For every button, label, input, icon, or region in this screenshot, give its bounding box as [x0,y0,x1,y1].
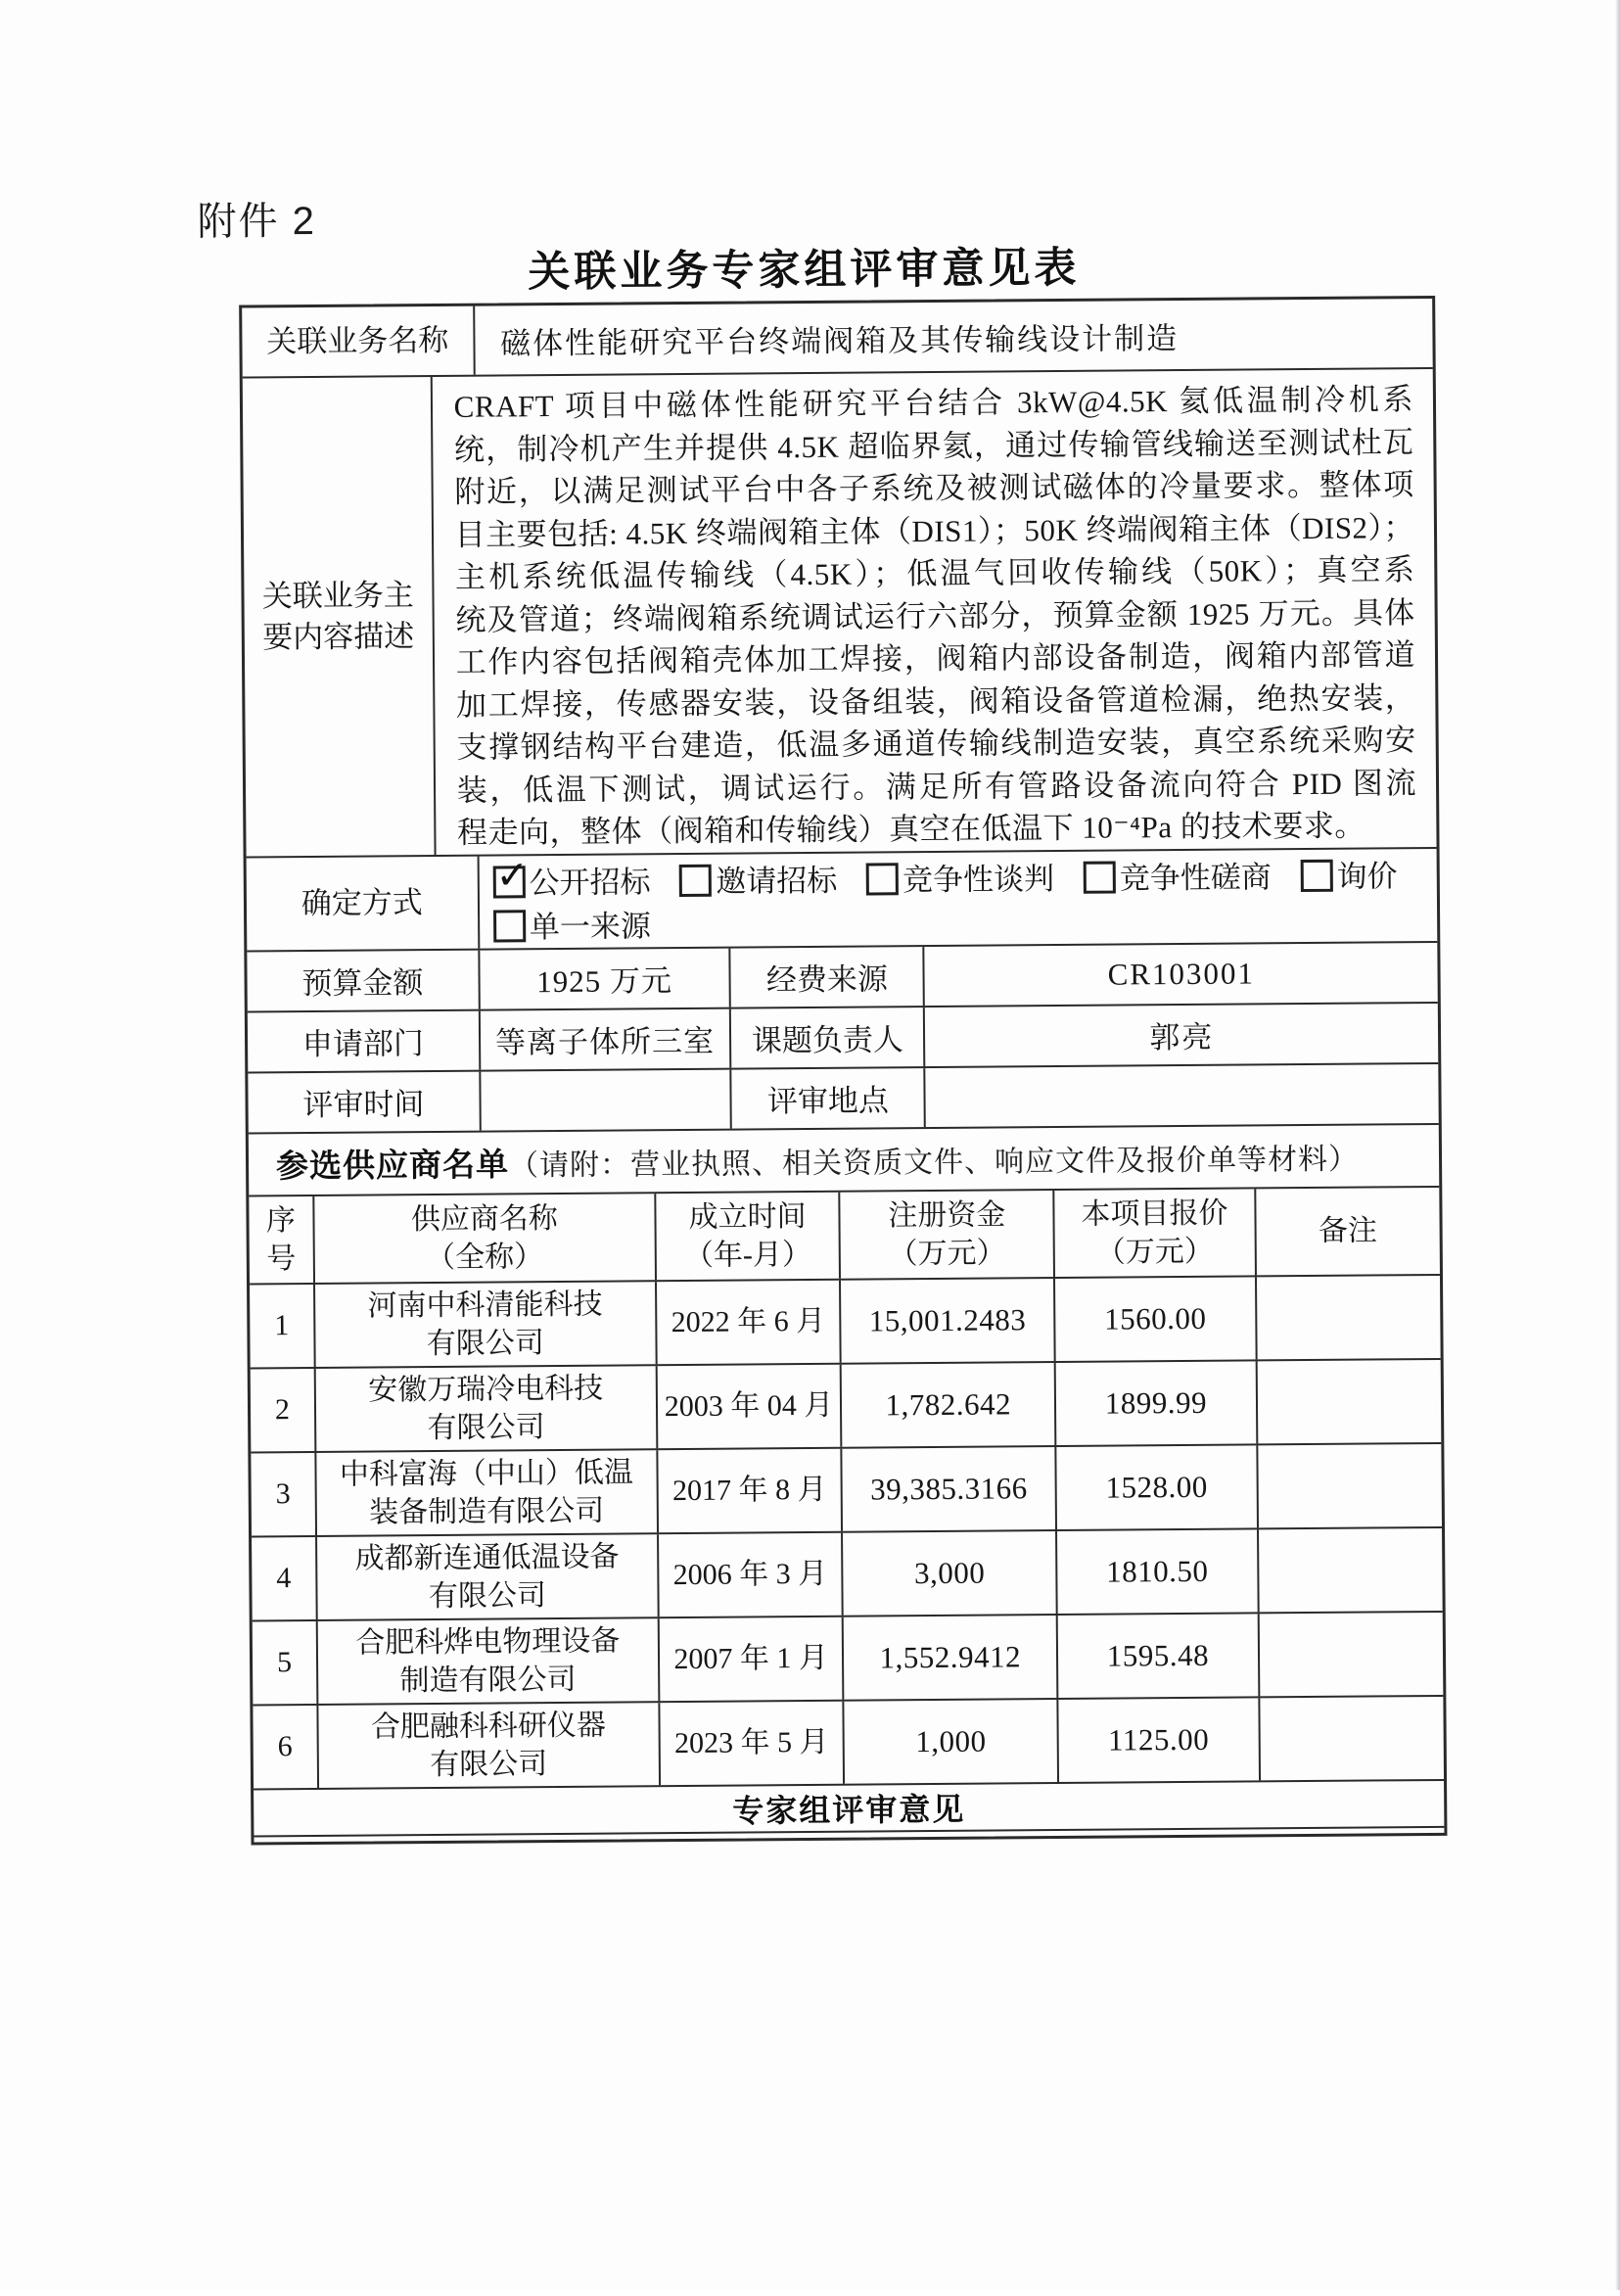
row-method [247,848,1438,952]
supplier-row [252,1527,1443,1621]
col-header-registered-capital: 注册资金 （万元） [841,1191,1056,1279]
supplier-note [1259,1527,1443,1611]
checkbox-label: 询价 [1336,858,1398,894]
checkbox-option-public-bidding [492,852,651,900]
checkbox-label: 竞争性磋商 [1119,859,1272,896]
budget-label: 预算金额 [247,950,480,1010]
supplier-bid: 1899.99 [1056,1361,1258,1445]
supplier-no: 5 [253,1620,319,1704]
funding-source-label: 经费来源 [731,947,926,1007]
department-value: 等离子体所三室 [481,1008,732,1069]
method-options [479,848,1437,948]
checkbox-label: 邀请招标 [716,863,838,899]
funding-source-value: CR103001 [1107,955,1256,992]
description-line: 支撑钢结构平台建造，低温多通道传输线制造安装，真空系统采购安 [456,723,1416,765]
supplier-list-note: （请附：营业执照、相关资质文件、响应文件及报价单等材料） [508,1143,1360,1182]
supplier-date: 2007 年 1 月 [660,1617,845,1700]
col-header-no: 序 号 [249,1195,315,1283]
review-time-value [481,1069,732,1130]
supplier-name: 合肥科烨电物理设备 制造有限公司 [318,1618,661,1704]
col-header-supplier-name: 供应商名称 （全称） [314,1194,657,1283]
col-header-note: 备注 [1318,1214,1378,1247]
supplier-name: 安徽万瑞冷电科技 有限公司 [316,1366,659,1451]
checkbox-label: 竞争性谈判 [902,861,1055,897]
leader-value: 郭亮 [1149,1019,1215,1055]
supplier-bid: 1810.50 [1057,1529,1259,1614]
description-label: 关联业务主要内容描述 [243,377,437,856]
supplier-date: 2017 年 8 月 [658,1448,843,1531]
supplier-no: 1 [250,1284,316,1367]
business-name-label: 关联业务名称 [242,306,475,377]
checkbox-label: 公开招标 [529,864,651,900]
supplier-note [1258,1443,1442,1526]
checkbox-option-competitive-consultation [1084,860,1272,896]
description-line: 目主要包括: 4.5K 终端阀箱主体（DIS1）；50K 终端阀箱主体（DIS2）； [454,509,1415,552]
checkbox-unchecked-icon [1300,859,1332,891]
method-options-line-2 [493,904,672,949]
method-label: 确定方式 [247,856,480,950]
method-options-line-1 [492,854,1418,905]
supplier-row [251,1443,1442,1537]
check-mark-icon: ✓ [495,852,530,899]
description-line: 主机系统低温传输线（4.5K）；低温气回收传输线（50K）；真空系 [454,552,1415,594]
department-label: 申请部门 [248,1010,481,1071]
review-place-label: 评审地点 [732,1068,927,1129]
supplier-no: 6 [253,1705,319,1788]
review-time-label: 评审时间 [248,1071,481,1132]
col-header-project-bid: 本项目报价 （万元） [1054,1189,1256,1277]
supplier-capital: 1,552.9412 [844,1616,1059,1700]
supplier-no: 2 [251,1368,317,1451]
supplier-bid: 1595.48 [1058,1614,1260,1698]
supplier-capital: 1,782.642 [842,1363,1057,1447]
supplier-date: 2006 年 3 月 [659,1532,844,1616]
expert-opinion-header: 专家组评审意见 [254,1780,1444,1837]
col-header-founded-date: 成立时间 （年-月） [656,1192,841,1279]
supplier-bid: 1125.00 [1059,1698,1261,1782]
description-line: 附近，以满足测试平台中各子系统及被测试磁体的冷量要求。整体项 [454,467,1414,509]
scanner-edge-shadow [1615,0,1620,2290]
description-line: CRAFT 项目中磁体性能研究平台结合 3kW@4.5K 氦低温制冷机系 [453,382,1414,424]
row-review-time-place [248,1063,1438,1134]
leader-label: 课题负责人 [731,1007,926,1068]
description-line: 统及管道；终端阀箱系统调试运行六部分，预算金额 1925 万元。具体 [455,594,1415,637]
supplier-capital: 15,001.2483 [841,1279,1056,1363]
checkbox-checked-icon [492,852,530,899]
supplier-row [253,1696,1444,1790]
supplier-capital: 3,000 [843,1531,1058,1616]
supplier-name: 河南中科清能科技 有限公司 [315,1282,658,1367]
business-name-value: 磁体性能研究平台终端阀箱及其传输线设计制造 [500,320,1180,360]
row-department-leader [248,1003,1438,1073]
supplier-capital: 39,385.3166 [843,1447,1058,1531]
description-line: 加工焊接，传感器安装，设备组装，阀箱设备管道检漏，绝热安装， [455,679,1416,723]
checkbox-label: 单一来源 [529,908,652,944]
description-text [432,369,1436,855]
description-line: 统，制冷机产生并提供 4.5K 超临界氦，通过传输管线输送至测试杜瓦 [453,424,1414,467]
row-budget-funding [247,942,1437,1012]
review-form-table [239,296,1447,1845]
description-line: 工作内容包括阀箱壳体加工焊接，阀箱内部设备制造，阀箱内部管道 [455,637,1416,679]
supplier-name: 中科富海（中山）低温 装备制造有限公司 [316,1450,659,1535]
review-place-value [926,1063,1439,1126]
checkbox-unchecked-icon [493,910,526,942]
row-description [243,369,1437,858]
supplier-row [253,1612,1444,1706]
description-line: 程走向，整体（阀箱和传输线）真空在低温下 10⁻⁴Pa 的技术要求。 [456,808,1365,850]
checkbox-option-competitive-negotiation [866,862,1054,898]
supplier-bid: 1528.00 [1057,1445,1259,1529]
supplier-date: 2003 年 04 月 [658,1364,843,1447]
supplier-header-row [249,1187,1440,1285]
checkbox-unchecked-icon [679,864,712,896]
supplier-note [1260,1696,1444,1779]
supplier-no: 4 [252,1536,318,1619]
supplier-no: 3 [251,1452,317,1535]
description-line: 装，低温下测试，调试运行。满足所有管路设备流向符合 PID 图流 [456,765,1417,808]
supplier-date: 2022 年 6 月 [657,1280,842,1363]
page-title: 关联业务专家组评审意见表 [528,244,1081,297]
supplier-note [1257,1359,1441,1442]
supplier-section-header [249,1124,1439,1196]
checkbox-option-single-source [493,909,651,944]
supplier-capital: 1,000 [845,1700,1060,1784]
supplier-row [250,1275,1441,1369]
checkbox-option-inquiry [1300,859,1397,894]
budget-value: 1925 万元 [480,948,731,1008]
checkbox-option-invited-bidding [679,863,837,898]
supplier-date: 2023 年 5 月 [660,1701,845,1784]
supplier-note [1259,1612,1443,1695]
supplier-note [1257,1275,1441,1358]
row-business-name [242,299,1433,379]
supplier-row [251,1359,1442,1453]
checkbox-unchecked-icon [866,863,899,895]
supplier-name: 合肥融科科研仪器 有限公司 [318,1703,661,1788]
supplier-list-title: 参选供应商名单 [275,1146,510,1185]
checkbox-unchecked-icon [1084,861,1116,893]
supplier-bid: 1560.00 [1055,1277,1257,1361]
supplier-name: 成都新连通低温设备 有限公司 [317,1534,660,1619]
attachment-label: 附件 2 [197,199,317,244]
